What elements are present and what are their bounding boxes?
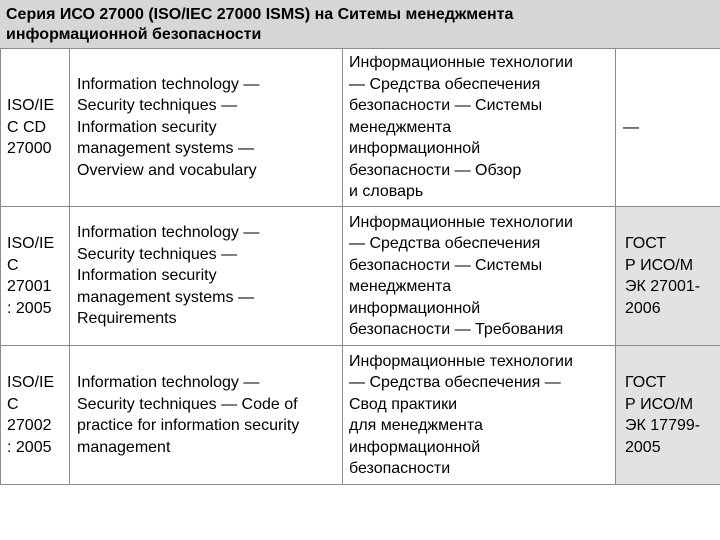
grid-line-col1: [69, 49, 70, 485]
row1-gost: —: [623, 118, 639, 136]
grid-line-bottom: [0, 484, 720, 485]
grid-line-col3: [615, 49, 616, 485]
row2-code: ISO/IE C 27001 : 2005: [7, 235, 55, 317]
row3-code: ISO/IE C 27002 : 2005: [7, 374, 55, 456]
row1-code: ISO/IE C CD 27000: [7, 97, 55, 158]
title-line-1: Серия ИСО 27000 (ISO/IEC 27000 ISMS) на Ситемы менеджмента: [6, 6, 514, 23]
row2-english-title: Information technology — Security techniques — Information security management systems — Requirements: [77, 224, 260, 328]
row1-english-title: Information technology — Security techniques — Information security management systems — Overview and vocabulary: [77, 75, 260, 179]
row2-gost: ГОСТ Р ИСО/М ЭК 27001- 2006: [625, 235, 701, 317]
table-title: [0, 0, 720, 49]
row3-russian-title: Информационные технологии — Средства обеспечения — Свод практики для менеджмента информационной безопасности: [349, 352, 573, 477]
grid-line-left: [0, 49, 1, 485]
title-line-2: информационной безопасности: [6, 26, 262, 43]
standards-table: [0, 49, 720, 485]
grid-line-col2: [342, 49, 343, 485]
row2-russian-title: Информационные технологии — Средства обеспечения безопасности — Системы менеджмента информационной безопасности — Требования: [349, 213, 573, 338]
row3-english-title: Information technology — Security techniques — Code of practice for information security management: [77, 374, 300, 456]
row3-gost: ГОСТ Р ИСО/М ЭК 17799- 2005: [625, 374, 701, 456]
row1-russian-title: Информационные технологии — Средства обеспечения безопасности — Системы менеджмента информационной безопасности — Обзор и словарь: [349, 54, 573, 201]
